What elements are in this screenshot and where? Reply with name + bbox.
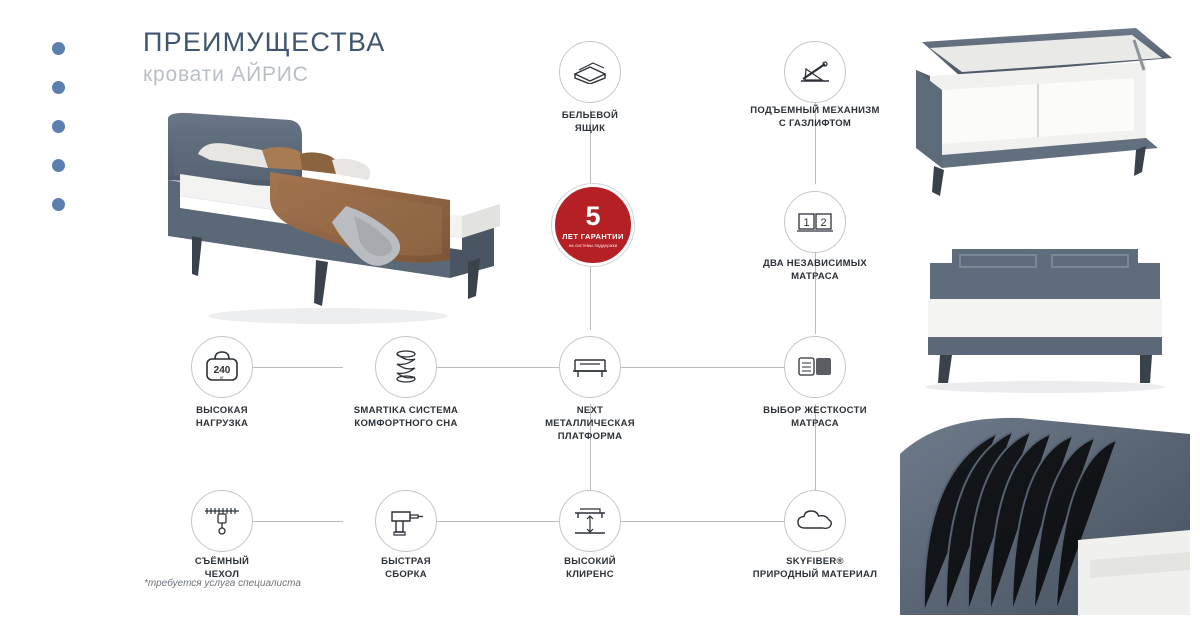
title-subtitle: кровати АЙРИС [143, 62, 309, 86]
label-line: ВЫСОКИЙ [564, 556, 616, 567]
label-line: СБОРКА [385, 568, 427, 580]
label-line: СЪЁМНЫЙ [194, 556, 250, 567]
headboard-closeup-photo [900, 410, 1190, 615]
node-high-load[interactable] [191, 336, 253, 398]
label-line: КЛИРЕНС [566, 568, 614, 580]
bullet-dot-5 [52, 198, 65, 211]
node-removable-cover[interactable] [191, 490, 253, 552]
node-label-smartika-system [311, 405, 501, 431]
node-smartika-system[interactable] [375, 336, 437, 398]
clearance-icon [572, 506, 608, 536]
node-label-next-platform [495, 405, 685, 443]
bullet-dot-2 [52, 81, 65, 94]
node-label-skyfiber [720, 556, 910, 582]
node-fast-assembly[interactable] [375, 490, 437, 552]
connector-line [621, 521, 784, 522]
label-line: ДВА НЕЗАВИСИМЫХ [762, 258, 868, 269]
node-skyfiber[interactable] [784, 490, 846, 552]
node-linen-box[interactable] [559, 41, 621, 103]
connector-line [437, 367, 559, 368]
node-label-fast-assembly [311, 556, 501, 582]
two-mattresses-icon [797, 210, 833, 234]
node-label-high-load [127, 405, 317, 431]
label-line: NEXT [576, 405, 604, 416]
label-line: ВЫБОР ЖЕСТКОСТИ [763, 405, 867, 416]
bullet-dots [52, 42, 72, 237]
label-line: МАТРАСА [791, 417, 839, 429]
svg-text:240: 240 [213, 365, 231, 376]
linen-box-icon [573, 60, 607, 84]
bullet-dot-1 [52, 42, 65, 55]
node-firmness-choice[interactable] [784, 336, 846, 398]
label-line: КОМФОРТНОГО СНА [354, 417, 458, 429]
label-line: БЫСТРАЯ [381, 556, 431, 567]
label-line: SMARTIKA СИСТЕМА [353, 405, 459, 416]
label-line: МЕТАЛЛИЧЕСКАЯ [545, 417, 635, 429]
connector-line [253, 367, 343, 368]
page-title [143, 28, 385, 87]
node-label-lift-mechanism [720, 105, 910, 131]
node-label-linen-box [495, 110, 685, 136]
bed-base-with-mattress-photo [900, 215, 1190, 400]
spring-icon [393, 350, 419, 384]
label-line: ПЛАТФОРМА [557, 430, 623, 442]
node-high-clearance[interactable] [559, 490, 621, 552]
node-two-mattresses[interactable] [784, 191, 846, 253]
node-next-platform[interactable] [559, 336, 621, 398]
connector-line [621, 367, 784, 368]
firmness-icon [797, 355, 833, 379]
node-label-two-mattresses [720, 258, 910, 284]
label-line: БЕЛЬЕВОЙ [561, 110, 619, 121]
svg-text:кг: кг [220, 375, 224, 380]
hero-bed-photo [150, 110, 510, 330]
warranty-badge [552, 184, 634, 266]
bullet-dot-3 [52, 120, 65, 133]
node-lift-mechanism[interactable] [784, 41, 846, 103]
label-line: НАГРУЗКА [195, 417, 249, 429]
label-line: ЯЩИК [574, 122, 606, 134]
bed-with-lifted-base-photo [900, 10, 1190, 205]
label-line: ЧЕХОЛ [204, 568, 240, 580]
warranty-number: 5 [585, 200, 601, 231]
label-line: SKYFIBER® [786, 556, 844, 567]
title-main: ПРЕИМУЩЕСТВА [143, 27, 386, 57]
warranty-line2: на системы поддержки [568, 242, 618, 248]
connector-line [437, 521, 559, 522]
label-line: МАТРАСА [791, 270, 839, 282]
svg-text:1: 1 [803, 217, 810, 229]
label-line: ПРИРОДНЫЙ МАТЕРИАЛ [752, 568, 878, 580]
zipper-icon [203, 506, 241, 536]
lift-mechanism-icon [798, 59, 832, 85]
footnote: *требуется услуга специалиста [144, 578, 301, 589]
weight-240-icon [202, 350, 242, 384]
connector-line [253, 521, 343, 522]
label-line: ВЫСОКАЯ [196, 405, 248, 416]
node-label-firmness-choice [720, 405, 910, 431]
label-line: С ГАЗЛИФТОМ [778, 117, 852, 129]
node-label-high-clearance [495, 556, 685, 582]
bullet-dot-4 [52, 159, 65, 172]
drill-icon [388, 506, 424, 536]
label-line: ПОДЪЕМНЫЙ МЕХАНИЗМ [750, 105, 880, 116]
bed-platform-icon [572, 354, 608, 380]
warranty-line1: ЛЕТ ГАРАНТИИ [562, 231, 624, 241]
cloud-icon [796, 508, 834, 534]
svg-text:2: 2 [820, 217, 827, 229]
